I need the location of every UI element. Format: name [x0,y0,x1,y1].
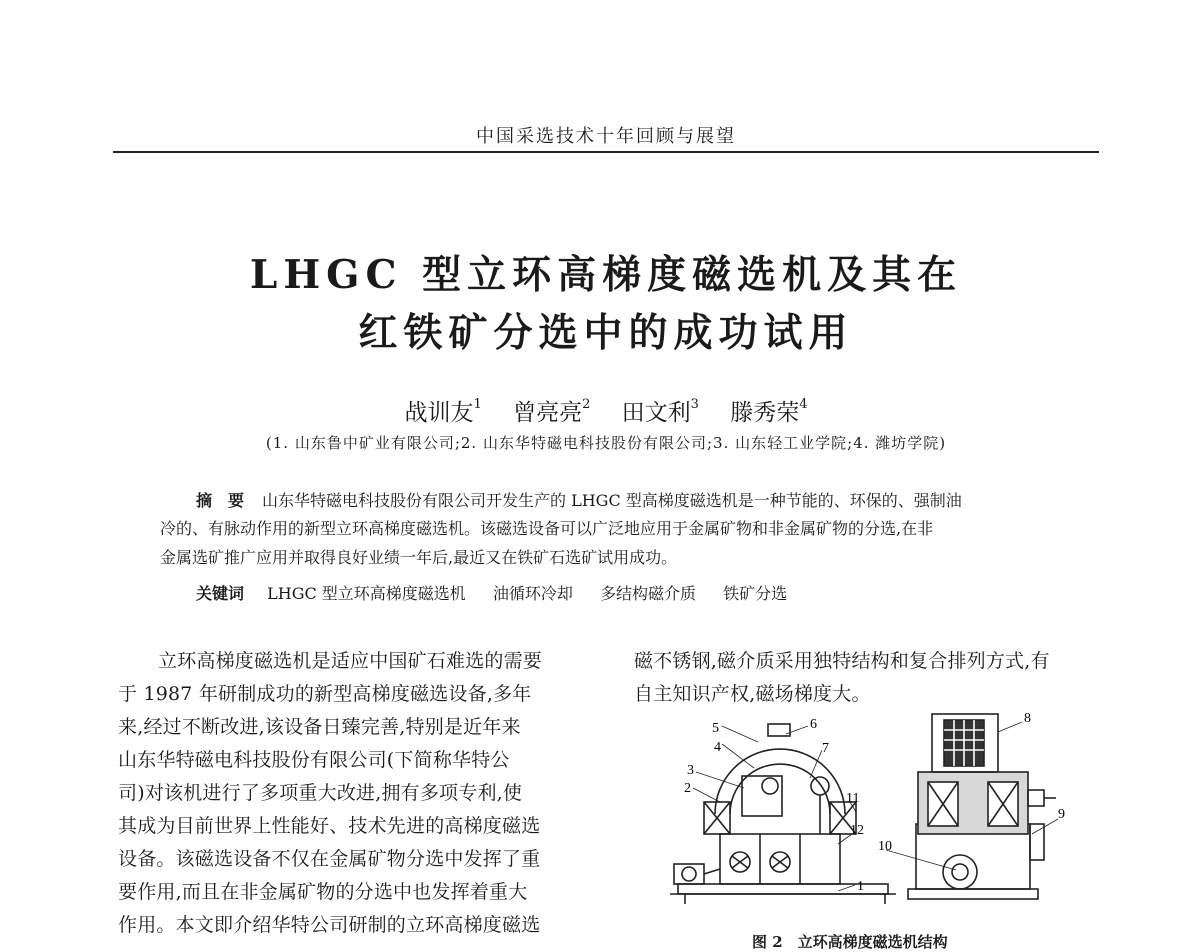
header-rule [113,151,1099,153]
keyword: 油循环冷却 [492,584,573,603]
figure-callout: 4 [714,740,721,755]
body-paragraph-line: 来,经过不断改进,该设备日臻完善,特别是近年来 [118,716,521,738]
author: 曾亮亮$^2$ [513,397,591,426]
figure-callout: 7 [822,741,829,756]
abstract-line: 摘 要 山东华特磁电科技股份有限公司开发生产的 LHGC 型高梯度磁选机是一种节能的、环保的、强制油 [196,491,962,510]
paper-title-line-2: 红铁矿分选中的成功试用 [358,310,854,356]
figure-callout: 11 [846,791,860,806]
body-paragraph-line: 司)对该机进行了多项重大改进,拥有多项专利,使 [118,782,523,804]
author: 滕秀荣$^4$ [730,397,808,426]
body-paragraph-line: 自主知识产权,磁场梯度大。 [634,683,871,705]
body-paragraph-line: 磁不锈钢,磁介质采用独特结构和复合排列方式,有 [634,650,1050,672]
keyword: LHGC 型立环高梯度磁选机 [267,584,466,603]
figure-callout: 3 [687,763,694,778]
figure-callout: 8 [1024,711,1031,726]
figure-callout: 5 [712,721,719,736]
body-paragraph-line: 设备。该磁选设备不仅在金属矿物分选中发挥了重 [118,848,541,870]
figure-callout: 6 [810,717,817,732]
machine-side-view [670,724,896,904]
body-paragraph-line: 于 1987 年研制成功的新型高梯度磁选设备,多年 [118,683,532,705]
running-header: 中国采选技术十年回顾与展望 [476,126,736,147]
keywords-line [196,581,787,604]
magnetic-separator-diagram [660,704,1080,926]
body-paragraph-line: 山东华特磁电科技股份有限公司(下简称华特公 [118,749,510,771]
figure-callout: 10 [878,839,892,854]
keywords-label: 关键词 [196,584,245,603]
machine-front-view [908,714,1056,899]
author: 战训友$^1$ [404,397,482,426]
keyword: 多结构磁介质 [600,584,697,603]
figure-callout: 9 [1058,807,1065,822]
paper-title-line-1: LHGC 型立环高梯度磁选机及其在 [249,252,963,298]
body-paragraph-line: 要作用,而且在非金属矿物的分选中也发挥着重大 [118,881,528,903]
figure-callout: 1 [857,879,864,894]
abstract-line: 金属选矿推广应用并取得良好业绩一年后,最近又在铁矿石选矿试用成功。 [160,548,678,567]
author: 田文利$^3$ [621,397,699,426]
figure-caption: 图 2 立环高梯度磁选机结构 [752,933,948,951]
author-list [0,394,1200,427]
keyword: 铁矿分选 [723,584,788,603]
figure-callout: 2 [684,781,691,796]
figure-callout: 12 [850,823,864,838]
abstract-label: 摘 要 [196,491,245,510]
body-paragraph-line: 其成为目前世界上性能好、技术先进的高梯度磁选 [118,815,541,837]
body-paragraph-line: 作用。本文即介绍华特公司研制的立环高梯度磁选 [118,914,541,936]
abstract-line: 冷的、有脉动作用的新型立环高梯度磁选机。该磁选设备可以广泛地应用于金属矿物和非金属矿物的分选,在非 [160,519,934,538]
body-paragraph-line: 立环高梯度磁选机是适应中国矿石难选的需要 [158,650,543,672]
affiliations: (1. 山东鲁中矿业有限公司;2. 山东华特磁电科技股份有限公司;3. 山东轻工业学院;4. 潍坊学院) [265,434,947,452]
